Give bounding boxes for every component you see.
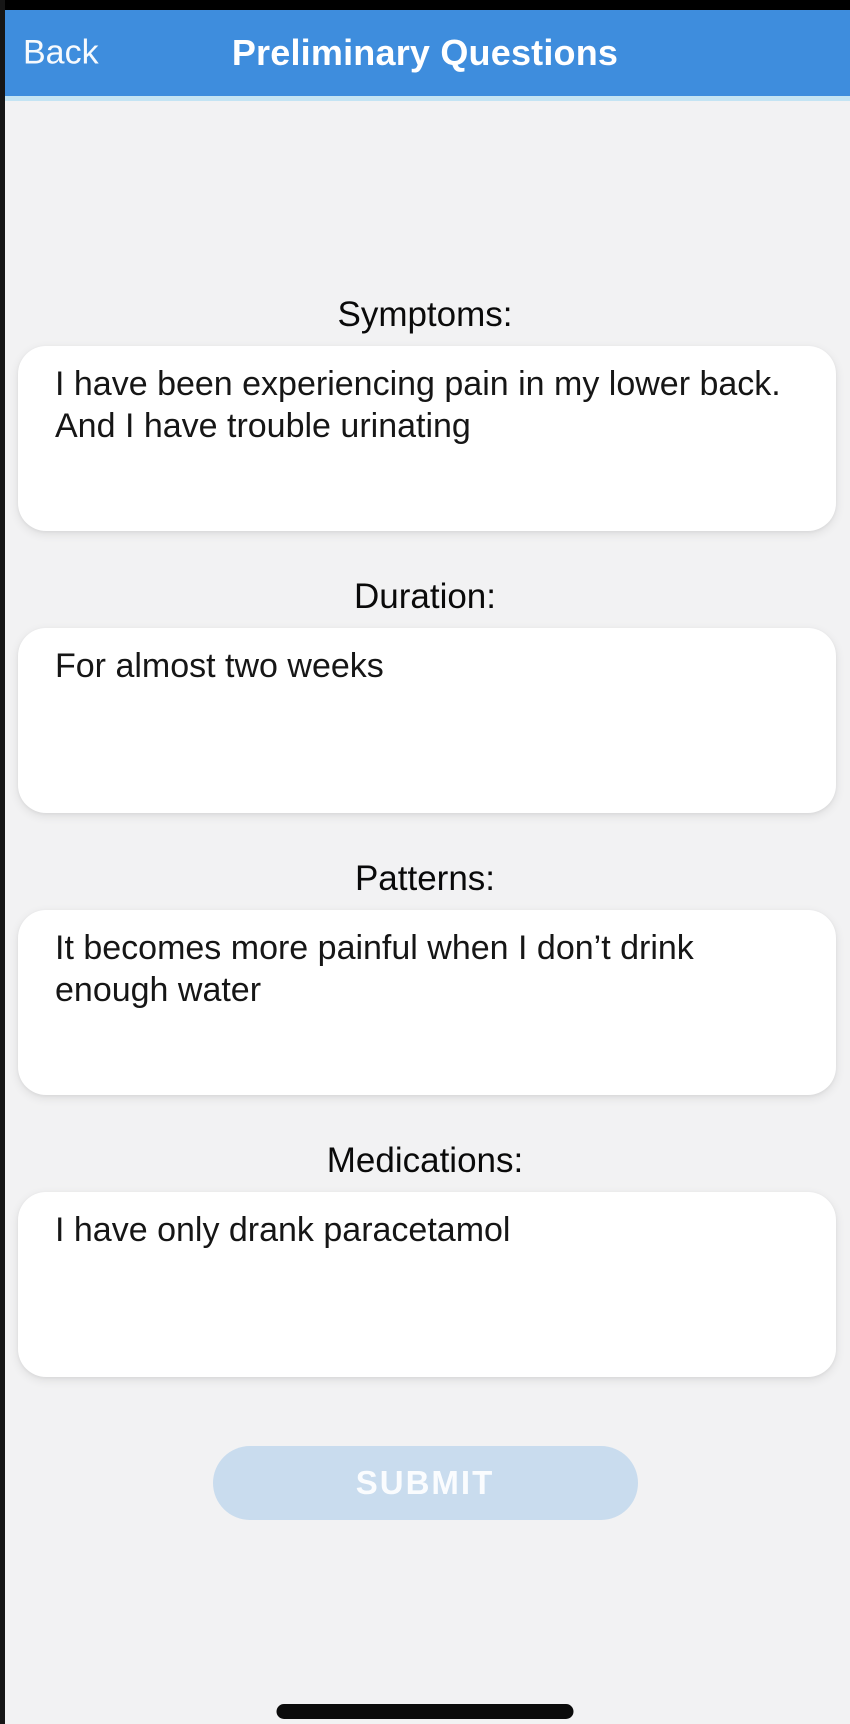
medications-input[interactable]: I have only drank paracetamol — [18, 1192, 836, 1377]
medications-label: Medications: — [326, 1141, 524, 1180]
symptoms-label: Symptoms: — [337, 295, 513, 334]
status-bar — [0, 0, 850, 10]
submit-button[interactable]: SUBMIT — [213, 1446, 638, 1520]
duration-label: Duration: — [353, 577, 497, 616]
form — [0, 101, 850, 1520]
patterns-label: Patterns: — [354, 859, 496, 898]
screen-edge-strip — [0, 0, 5, 1724]
page-title: Preliminary Questions — [231, 32, 619, 73]
nav-bar — [0, 10, 850, 96]
back-button[interactable]: Back — [23, 33, 99, 72]
duration-input[interactable]: For almost two weeks — [18, 628, 836, 813]
home-indicator[interactable] — [277, 1704, 574, 1719]
patterns-input[interactable]: It becomes more painful when I don’t drink enough water — [18, 910, 836, 1095]
symptoms-input[interactable]: I have been experiencing pain in my lower back. And I have trouble urinating — [18, 346, 836, 531]
